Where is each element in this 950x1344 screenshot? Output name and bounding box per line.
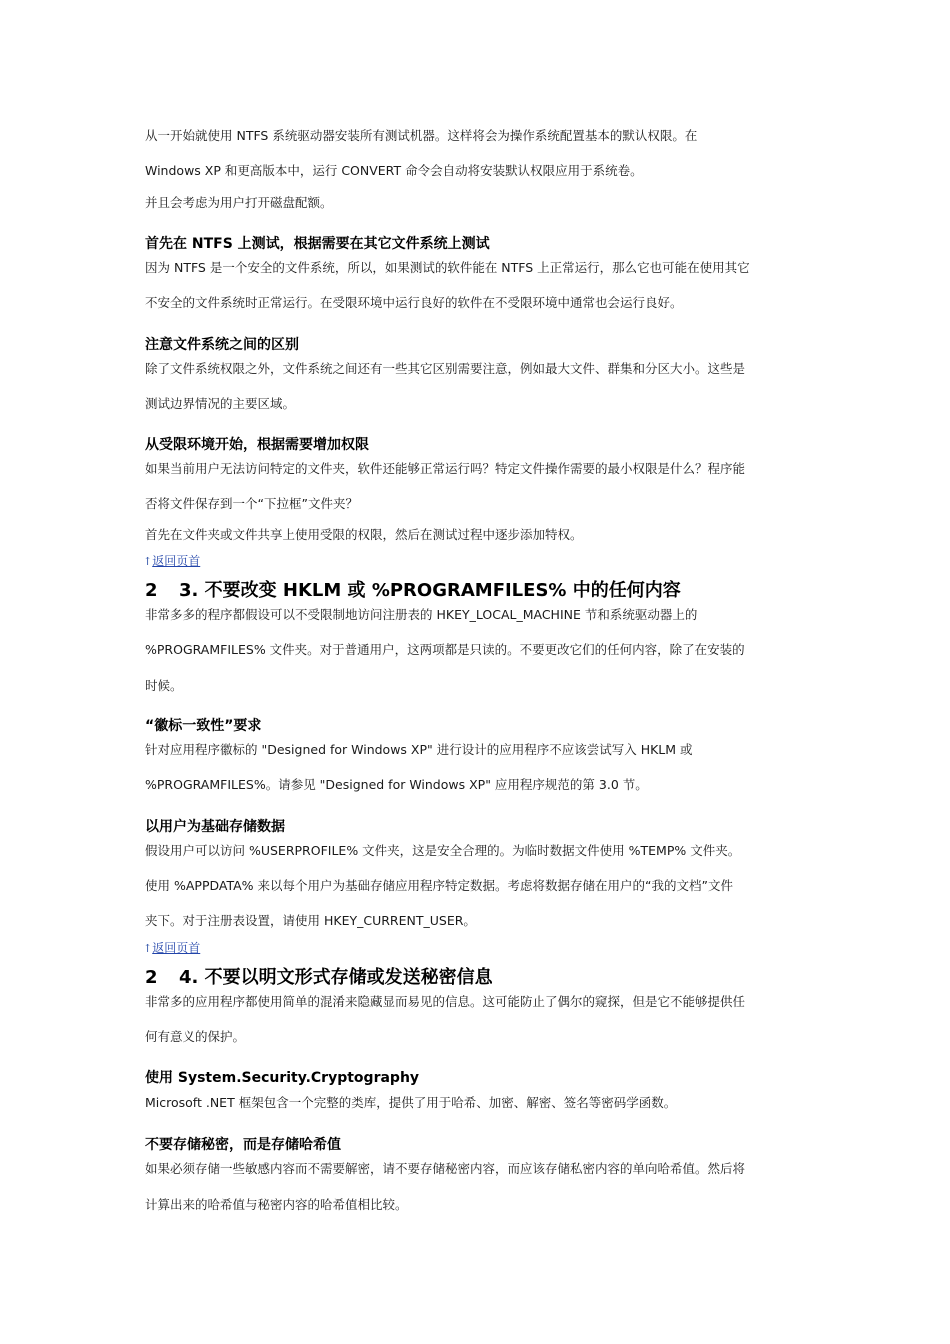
fs-diff-line-1: 除了文件系统权限之外，文件系统之间还有一些其它区别需要注意，例如最大文件、群集和分区大小。这些是 — [145, 361, 746, 376]
heading-per-user-data: 以用户为基础存储数据 — [145, 819, 285, 835]
logo-line-1: 针对应用程序徽标的 "Designed for Windows XP" 进行设计的应用程序不应该尝试写入 HKLM 或 — [145, 742, 693, 757]
section-4-title: 4. 不要以明文形式存储或发送秘密信息 — [179, 967, 493, 988]
up-arrow-icon: ↑ — [143, 555, 153, 568]
ntfs-first-line-2: 不安全的文件系统时正常运行。在受限环境中运行良好的软件在不受限环境中通常也会运行良好。 — [145, 295, 683, 310]
section-3-line-2: %PROGRAMFILES% 文件夹。对于普通用户，这两项都是只读的。不要更改它们的任何内容，除了在安装的 — [145, 642, 745, 657]
per-user-line-1: 假设用户可以访问 %USERPROFILE% 文件夹，这是安全合理的。为临时数据文件使用 %TEMP% 文件夹。 — [145, 843, 741, 858]
heading-logo-compliance: “徽标一致性”要求 — [145, 718, 262, 734]
hash-line-1: 如果必须存储一些敏感内容而不需要解密，请不要存储秘密内容，而应该存储私密内容的单向哈希值。然后将 — [145, 1161, 746, 1176]
heading-ntfs-first: 首先在 NTFS 上测试，根据需要在其它文件系统上测试 — [145, 236, 490, 252]
section-4-number: 2 — [145, 967, 158, 988]
back-to-top-1[interactable] — [143, 553, 200, 570]
restricted-line-1: 如果当前用户无法访问特定的文件夹，软件还能够正常运行吗？特定文件操作需要的最小权限是什么？程序能 — [145, 461, 746, 476]
back-to-top-2[interactable] — [143, 940, 200, 957]
section-3-heading — [145, 579, 681, 603]
per-user-line-2: 使用 %APPDATA% 来以每个用户为基础存储应用程序特定数据。考虑将数据存储在用户的“我的文档”文件 — [145, 878, 733, 893]
heading-crypto: 使用 System.Security.Cryptography — [145, 1070, 420, 1086]
intro-line-1: 从一开始就使用 NTFS 系统驱动器安装所有测试机器。这样将会为操作系统配置基本的默认权限。在 — [145, 128, 698, 143]
restricted-line-3: 首先在文件夹或文件共享上使用受限的权限，然后在测试过程中逐步添加特权。 — [145, 527, 583, 542]
back-to-top-link[interactable]: 返回页首 — [152, 554, 201, 568]
section-4-heading — [145, 966, 493, 990]
section-4-line-1: 非常多的应用程序都使用简单的混淆来隐藏显而易见的信息。这可能防止了偶尔的窥探，但是它不能够提供任 — [145, 994, 746, 1009]
ntfs-first-line-1: 因为 NTFS 是一个安全的文件系统，所以，如果测试的软件能在 NTFS 上正常运行，那么它也可能在使用其它 — [145, 260, 750, 275]
intro-line-3: 并且会考虑为用户打开磁盘配额。 — [145, 195, 333, 210]
section-4-line-2: 何有意义的保护。 — [145, 1029, 246, 1044]
heading-store-hash: 不要存储秘密，而是存储哈希值 — [145, 1137, 341, 1153]
section-3-line-1: 非常多多的程序都假设可以不受限制地访问注册表的 HKEY_LOCAL_MACHINE 节和系统驱动器上的 — [145, 607, 698, 622]
section-3-line-3: 时候。 — [145, 678, 183, 693]
heading-restricted-env: 从受限环境开始，根据需要增加权限 — [145, 437, 369, 453]
section-3-title: 3. 不要改变 HKLM 或 %PROGRAMFILES% 中的任何内容 — [179, 580, 681, 601]
section-3-number: 2 — [145, 580, 158, 601]
restricted-line-2: 否将文件保存到一个“下拉框”文件夹？ — [145, 496, 358, 511]
per-user-line-3: 夹下。对于注册表设置，请使用 HKEY_CURRENT_USER。 — [145, 913, 476, 928]
up-arrow-icon: ↑ — [143, 942, 153, 955]
fs-diff-line-2: 测试边界情况的主要区域。 — [145, 396, 296, 411]
hash-line-2: 计算出来的哈希值与秘密内容的哈希值相比较。 — [145, 1197, 408, 1212]
heading-fs-difference: 注意文件系统之间的区别 — [145, 337, 299, 353]
crypto-line-1: Microsoft .NET 框架包含一个完整的类库，提供了用于哈希、加密、解密、签名等密码学函数。 — [145, 1095, 677, 1110]
intro-line-2: Windows XP 和更高版本中，运行 CONVERT 命令会自动将安装默认权限应用于系统卷。 — [145, 163, 643, 178]
logo-line-2: %PROGRAMFILES%。请参见 "Designed for Windows XP" 应用程序规范的第 3.0 节。 — [145, 777, 648, 792]
back-to-top-link[interactable]: 返回页首 — [152, 941, 201, 955]
